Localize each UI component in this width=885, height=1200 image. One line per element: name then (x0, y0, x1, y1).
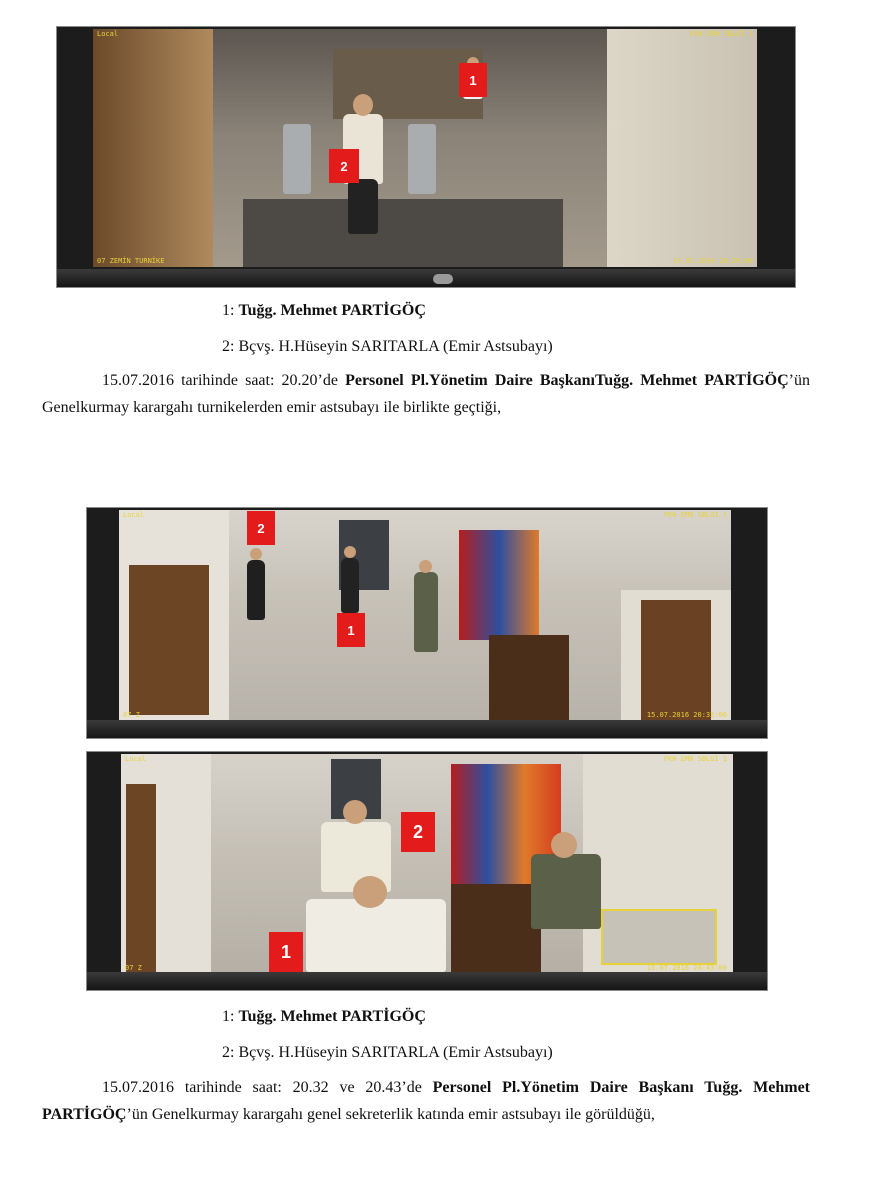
marker-2: 2 (329, 149, 359, 183)
cctv-timestamp: 15.07.2016 20:32:00 (646, 711, 727, 719)
cctv-bottom-left: 07 Z (123, 711, 140, 719)
caption-name: Tuğg. Mehmet PARTİGÖÇ (238, 302, 426, 319)
cctv-view (93, 29, 757, 267)
video-progress-bar[interactable] (87, 972, 767, 991)
caption-prefix: 1: (222, 1008, 239, 1025)
marker-2: 2 (401, 812, 435, 852)
paragraph-2-bold: Personel Pl.Yönetim Daire Başkanı Tuğg. Mehmet PARTİGÖÇ (42, 1079, 811, 1123)
marker-1: 1 (337, 613, 365, 647)
cctv-bottom-left: 07 Z (125, 964, 142, 972)
paragraph-1-bold: Personel Pl.Yönetim Daire BaşkanıTuğg. Mehmet PARTİGÖÇ (345, 372, 789, 389)
marker-1: 1 (459, 63, 487, 97)
cctv-top-right: FKH EMN SBLGİ 1 (689, 30, 753, 38)
cctv-top-left: Local (123, 511, 145, 519)
paragraph-1 (42, 367, 810, 421)
caption-prefix: 1: (222, 302, 239, 319)
cctv-bottom-left: 07 ZEMİN TURNİKE (97, 257, 165, 265)
cctv-view (121, 754, 733, 972)
paragraph-2 (42, 1074, 810, 1128)
cctv-top-right: FKH EMN SBLGİ 1 (663, 755, 727, 763)
video-progress-bar[interactable] (87, 720, 767, 739)
caption-line-1 (222, 1007, 426, 1027)
cctv-timestamp: 15.07.2016 20:43:00 (646, 964, 727, 972)
marker-1: 1 (269, 932, 303, 972)
caption-line-2: 2: Bçvş. H.Hüseyin SARITARLA (Emir Astsubayı) (222, 1044, 553, 1061)
cctv-top-left: Local (125, 755, 147, 763)
cctv-frame-turnstile (56, 26, 796, 288)
paragraph-2-text-a: 15.07.2016 tarihinde saat: 20.32 ve 20.43’de (102, 1079, 433, 1096)
caption-name: Tuğg. Mehmet PARTİGÖÇ (238, 1008, 426, 1025)
cctv-frame-corridor-1 (86, 507, 768, 739)
paragraph-1-text-a: 15.07.2016 tarihinde saat: 20.20’de (102, 372, 346, 389)
marker-2: 2 (247, 511, 275, 545)
cctv-view (119, 510, 731, 720)
cctv-frame-corridor-2 (86, 751, 768, 991)
cctv-timestamp: 15.07.2016 20:20:00 (672, 257, 753, 265)
paragraph-1-text-b: ’ün Genelkurmay karargahı turnikelerden emir astsubayı ile birlikte geçtiği, (42, 372, 810, 416)
caption-line-1 (222, 301, 426, 321)
caption-line-2: 2: Bçvş. H.Hüseyin SARITARLA (Emir Astsubayı) (222, 338, 553, 355)
paragraph-2-text-b: ’ün Genelkurmay karargahı genel sekreterlik katında emir astsubayı ile görüldüğü, (126, 1106, 655, 1123)
video-progress-bar[interactable] (57, 269, 795, 288)
cctv-top-right: FKH EMN SBLGİ 1 (663, 511, 727, 519)
cctv-top-left: Local (97, 30, 119, 38)
